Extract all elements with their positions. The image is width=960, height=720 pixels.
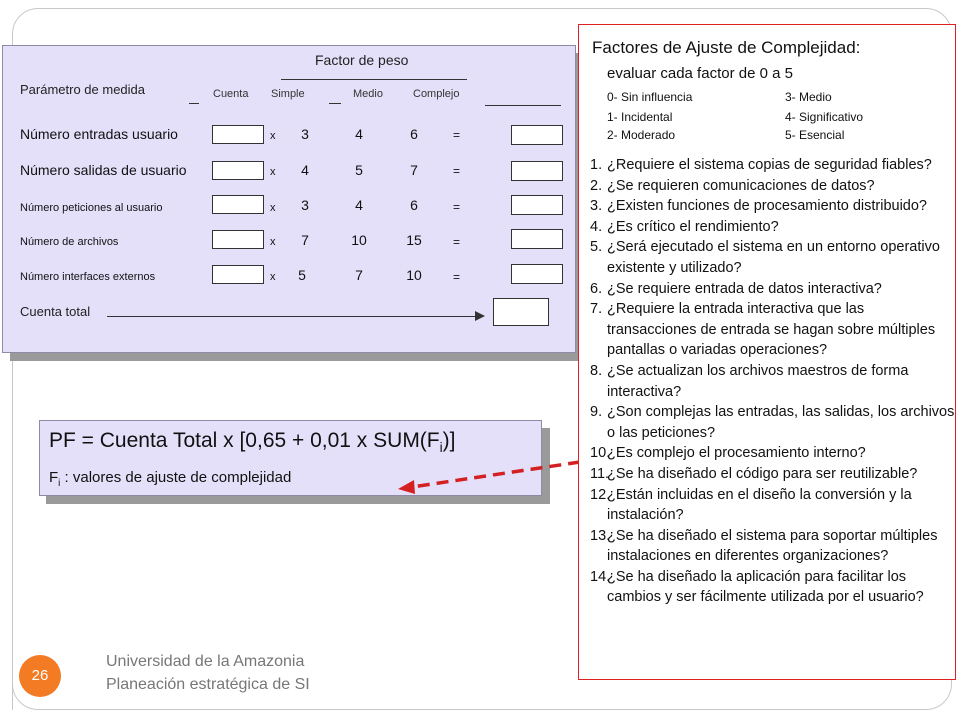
- list-item: 4. ¿Es crítico el rendimiento?: [590, 218, 779, 235]
- factor-questions-list: [590, 155, 956, 608]
- weight-complex: 15: [406, 232, 422, 248]
- scale-item: 3- Medio: [785, 90, 832, 104]
- weight-complex: 6: [410, 197, 418, 213]
- weight-simple: 3: [301, 126, 309, 142]
- list-item: 13. ¿Se ha diseñado el sistema para soportar múltiples instalaciones en diferentes organizaciones?: [590, 527, 938, 565]
- result-box: [511, 229, 563, 249]
- weight-simple: 3: [301, 197, 309, 213]
- weight-complex: 10: [406, 267, 422, 283]
- factors-title: Factores de Ajuste de Complejidad:: [592, 38, 861, 57]
- weight-medium: 10: [351, 232, 367, 248]
- equals-sign: =: [453, 270, 461, 284]
- slide-left-rule: [12, 340, 13, 710]
- col-complex-header: Complejo: [413, 88, 460, 100]
- scale-item: 5- Esencial: [785, 128, 845, 142]
- list-item: 6. ¿Se requiere entrada de datos interactiva?: [590, 280, 882, 297]
- footer-university: Universidad de la Amazonia: [106, 653, 305, 670]
- list-item: 3. ¿Existen funciones de procesamiento distribuido?: [590, 198, 927, 215]
- weight-simple: 4: [301, 162, 309, 178]
- list-item: 1. ¿Requiere el sistema copias de seguridad fiables?: [590, 157, 932, 173]
- function-point-table: [2, 45, 576, 353]
- equals-sign: =: [453, 235, 461, 249]
- multiply-sign: x: [270, 236, 276, 248]
- result-box: [511, 195, 563, 215]
- scale-item: 4- Significativo: [785, 110, 864, 124]
- result-box: [511, 161, 563, 181]
- count-input-box: [212, 161, 264, 180]
- equals-sign: =: [453, 200, 461, 214]
- factor-header-rule: [281, 79, 467, 80]
- list-item: 11. ¿Se ha diseñado el código para ser reutilizable?: [590, 465, 918, 482]
- factors-subtitle: evaluar cada factor de 0 a 5: [607, 65, 793, 82]
- total-result-box: [493, 298, 549, 326]
- scale-item: 2- Moderado: [607, 128, 676, 142]
- result-box: [511, 264, 563, 284]
- result-box: [511, 125, 563, 145]
- col-simple-header: Simple: [271, 88, 305, 100]
- weight-medium: 4: [355, 126, 363, 142]
- formula-text: PF = Cuenta Total x [0,65 + 0,01 x $SUM(F_i)$]: [49, 429, 456, 456]
- list-item: 9. ¿Son complejas las entradas, las salidas, los archivos o las peticiones?: [590, 404, 955, 441]
- footer-course: Planeación estratégica de SI: [106, 676, 310, 693]
- page-number-badge: 26: [19, 655, 61, 697]
- row-label: Número salidas de usuario: [20, 162, 187, 178]
- scale-item: 1- Incidental: [607, 110, 673, 124]
- list-item: 12. ¿Están incluidas en el diseño la conversión y la instalación?: [590, 486, 912, 524]
- total-label: Cuenta total: [20, 304, 91, 319]
- list-item: 14. ¿Se ha diseñado la aplicación para facilitar los cambios y ser fácilmente utilizada por el usuario?: [590, 568, 924, 606]
- total-arrow-line: [107, 316, 477, 317]
- weight-simple: 5: [298, 267, 306, 283]
- list-item: 5. ¿Será ejecutado el sistema en un entorno operativo existente y utilizado?: [590, 239, 940, 276]
- row-label: Número peticiones al usuario: [20, 202, 163, 214]
- multiply-sign: x: [270, 130, 276, 142]
- count-input-box: [212, 125, 264, 144]
- multiply-sign: x: [270, 166, 276, 178]
- col-medium-header: Medio: [353, 88, 383, 100]
- scale-item: 0- Sin influencia: [607, 90, 693, 104]
- weight-medium: 7: [355, 267, 363, 283]
- list-item: 2. ¿Se requieren comunicaciones de datos?: [590, 177, 875, 194]
- result-header-rule: [485, 105, 561, 106]
- header-tick: [189, 103, 199, 104]
- list-item: 8. ¿Se actualizan los archivos maestros de forma interactiva?: [590, 362, 909, 400]
- weight-simple: 7: [301, 232, 309, 248]
- multiply-sign: x: [270, 271, 276, 283]
- param-header: Parámetro de medida: [20, 82, 146, 97]
- list-item: 10. ¿Es complejo el procesamiento interno?: [590, 445, 866, 462]
- formula-description: $F_i$ : valores de ajuste de complejidad: [49, 469, 292, 489]
- weight-medium: 5: [355, 162, 363, 178]
- multiply-sign: x: [270, 202, 276, 214]
- dashed-arrow-icon: [390, 456, 582, 496]
- list-item: 7. ¿Requiere la entrada interactiva que las transacciones de entrada se hagan sobre múltiples pantallas o variadas operaciones?: [590, 301, 936, 359]
- count-input-box: [212, 265, 264, 284]
- row-label: Número entradas usuario: [20, 126, 178, 142]
- col-count-header: Cuenta: [213, 88, 249, 100]
- equals-sign: =: [453, 164, 461, 178]
- total-arrow-head-icon: [475, 311, 485, 321]
- count-input-box: [212, 230, 264, 249]
- row-label: Número interfaces externos: [20, 271, 156, 283]
- header-tick: [329, 103, 341, 104]
- adjustment-factors-panel: [578, 24, 956, 680]
- weight-complex: 6: [410, 126, 418, 142]
- equals-sign: =: [453, 128, 461, 142]
- row-label: Número de archivos: [20, 236, 119, 248]
- factor-header: Factor de peso: [315, 52, 409, 68]
- weight-complex: 7: [410, 162, 418, 178]
- weight-medium: 4: [355, 197, 363, 213]
- count-input-box: [212, 195, 264, 214]
